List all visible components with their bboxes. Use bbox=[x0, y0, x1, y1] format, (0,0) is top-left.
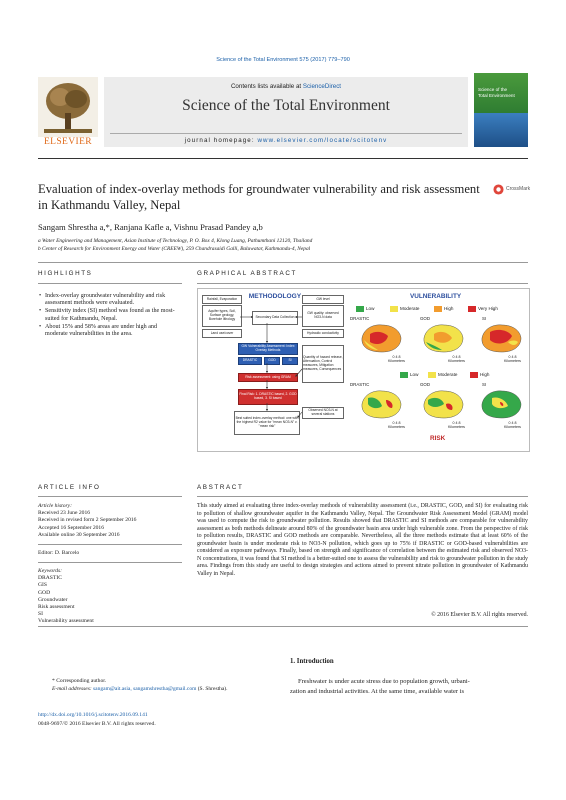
si-box: SI bbox=[282, 357, 298, 365]
scale-top-3: 0 4 8 Kilometers bbox=[504, 355, 521, 363]
cover-title-1: Science of the bbox=[478, 87, 508, 92]
corresponding-author: * Corresponding author. bbox=[52, 678, 107, 684]
cover-title-2: Total Environment bbox=[478, 93, 515, 98]
risk-map-label-god: GOD bbox=[420, 382, 431, 387]
gw-vulnerability-box: GW Vulnerability Assessment: Index Overlay Methods bbox=[238, 343, 298, 355]
scale-bottom-2: 0 4 8 Kilometers bbox=[448, 421, 465, 429]
elsevier-tree-icon bbox=[38, 77, 98, 137]
contents-line bbox=[104, 83, 468, 90]
highlights-rule bbox=[38, 283, 182, 284]
legend-very-high: Very High bbox=[478, 306, 498, 311]
keyword: GIS bbox=[38, 582, 48, 589]
doi-link[interactable]: http://dx.doi.org/10.1016/j.scitotenv.2016.09.141 bbox=[38, 712, 148, 718]
article-history bbox=[38, 503, 182, 539]
masthead-center bbox=[104, 77, 468, 147]
vulnerability-map-drastic bbox=[358, 322, 404, 354]
copyright: © 2016 Elsevier B.V. All rights reserved. bbox=[431, 612, 528, 618]
keywords-label: Keywords: bbox=[38, 568, 63, 574]
gw-quality-box: GW quality: observed NO3-N data bbox=[302, 305, 344, 327]
vulnerability-label: VULNERABILITY bbox=[410, 293, 462, 300]
homepage-line bbox=[104, 137, 468, 144]
hazard-box: Quantity of hazard release, Attenuation, Control measures, Mitigation measures, Consequences bbox=[302, 345, 344, 383]
journal-title: Science of the Total Environment bbox=[182, 97, 390, 114]
affil-rule bbox=[38, 262, 528, 263]
highlight-item: • Index-overlay groundwater vulnerability and risk assessment methods were evaluated. bbox=[45, 293, 178, 307]
editor: Editor: D. Barcelo bbox=[38, 550, 80, 556]
risk-assessment-box: Risk assessment: using GRAM bbox=[238, 373, 298, 382]
flow-arrows bbox=[198, 289, 348, 449]
drastic-box: DRASTIC bbox=[238, 357, 262, 365]
observed-box: Observed NO3-N at several stations bbox=[302, 407, 344, 419]
history-item: Accepted 16 September 2016 bbox=[38, 524, 105, 531]
email-links[interactable]: sangam@ait.asia, sangamshrestha@gmail.com bbox=[93, 686, 197, 692]
email-label: E-mail addresses: bbox=[52, 686, 94, 692]
keyword: Vulnerability assessment bbox=[38, 618, 94, 625]
highlight-item: • About 15% and 58% areas are under high and moderate vulnerabilities in the area. bbox=[45, 324, 178, 338]
map-label-drastic: DRASTIC bbox=[350, 316, 370, 321]
risk-map-god bbox=[420, 388, 466, 420]
article-info-heading: ARTICLE INFO bbox=[38, 484, 101, 491]
history-label: Article history: bbox=[38, 503, 73, 509]
graphical-abstract-heading: GRAPHICAL ABSTRACT bbox=[197, 270, 297, 277]
abstract-end-rule bbox=[38, 626, 528, 627]
risk-label: RISK bbox=[430, 435, 446, 442]
legend-bottom bbox=[400, 371, 520, 379]
intro-line-2: zation and industrial activities. At the same time, available water is bbox=[290, 688, 465, 695]
keyword: GOD bbox=[38, 589, 51, 596]
sciencedirect-link[interactable]: ScienceDirect bbox=[302, 83, 342, 90]
history-item: Available online 30 September 2016 bbox=[38, 531, 120, 538]
homepage-prefix: journal homepage: bbox=[184, 137, 258, 144]
email-suffix: (S. Shrestha). bbox=[196, 686, 228, 692]
article-info-rule bbox=[38, 496, 182, 497]
legend-risk-moderate: Moderate bbox=[438, 372, 458, 377]
history-item: Received 23 June 2016 bbox=[38, 510, 91, 517]
vulnerability-map-si bbox=[478, 322, 524, 354]
rainfall-box: Rainfall, Evaporation bbox=[202, 295, 242, 304]
vulnerability-map-god bbox=[420, 322, 466, 354]
legend-low: Low bbox=[366, 306, 375, 311]
elsevier-logo bbox=[38, 77, 98, 149]
homepage-url[interactable]: www.elsevier.com/locate/scitotenv bbox=[257, 137, 388, 144]
crossmark-icon bbox=[493, 184, 504, 195]
scale-bottom-3: 0 4 8 Kilometers bbox=[504, 421, 521, 429]
scale-top-2: 0 4 8 Kilometers bbox=[448, 355, 465, 363]
crossmark-badge[interactable] bbox=[493, 183, 529, 197]
history-rule bbox=[38, 544, 182, 545]
keyword: Risk assessment bbox=[38, 604, 75, 611]
intro-heading: 1. Introduction bbox=[290, 658, 334, 665]
map-label-si: SI bbox=[482, 316, 487, 321]
hydraulic-box: Hydraulic conductivity bbox=[302, 329, 344, 338]
abstract-text: This study aimed at evaluating three index-overlay methods of vulnerability assessment (i.e., DRASTIC, GOD, and SI) for evaluating risk to pollution of shallow groundwater aquifer in the Kathmandu Valley, Nepal. The Groundwater Risk Assessment Model (GRAM) model was used to compute the risk to groundwater pollution. Results showed that DRASTIC and SI methods are comparable for vulnerability assessment as both methods delineate around 80% of the groundwater basin area under high vulnerable zone. From the perspective of risk to pollution results, DRASTIC and GOD methods are comparable. Nevertheless, all the three methods estimate that at least 60% of the groundwater basin is under moderate risk to NO3-N pollution, which goes up to 75% if DRASTIC or GOD-based vulnerabilities are considered as exposure pathways. Finally, based on strength and significance of correlation between the estimated risk and observed NO3-N concentrations, it was found that SI method is a better-suited one to assess the vulnerability and risk to groundwater pollution in the study area. Findings from this study are useful to design strategies and actions aimed to prevent nitrate pollution in groundwater of Kathmandu Valley in Nepal. bbox=[197, 503, 528, 577]
highlights-list bbox=[38, 293, 178, 339]
map-label-god: GOD bbox=[420, 316, 431, 321]
abstract-heading: ABSTRACT bbox=[197, 484, 244, 491]
keyword: Groundwater bbox=[38, 596, 68, 603]
highlights-heading: HIGHLIGHTS bbox=[38, 270, 93, 277]
editor-rule bbox=[38, 562, 182, 563]
aquifer-box: Aquifer types, Soil, Surface geology, Borehole lithology bbox=[202, 305, 242, 327]
risk-map-label-si: SI bbox=[482, 382, 487, 387]
legend-top bbox=[356, 305, 526, 313]
risk-map-drastic bbox=[358, 388, 404, 420]
authors: Sangam Shrestha a,*, Ranjana Kafle a, Vishnu Prasad Pandey a,b bbox=[38, 222, 263, 232]
risk-map-label-drastic: DRASTIC bbox=[350, 382, 370, 387]
legend-moderate: Moderate bbox=[400, 306, 420, 311]
secondary-data-box: Secondary Data Collection bbox=[252, 311, 298, 325]
masthead-rule bbox=[38, 158, 528, 159]
affiliation-b: b Center of Research for Environment Energy and Water (CREEW), 259 Chandrasaidi Galli, Baluwatar, Kathmandu-4, Nepal bbox=[38, 246, 311, 252]
highlight-item: • Sensitivity index (SI) method was found as the most-suited for Kathmandu, Nepal. bbox=[45, 308, 178, 322]
crossmark-label: CrossMark bbox=[506, 186, 531, 192]
journal-cover bbox=[474, 73, 528, 147]
masthead-divider bbox=[110, 133, 462, 134]
land-use-box: Land use/cover bbox=[202, 329, 242, 338]
affiliation-a: a Water Engineering and Management, Asian Institute of Technology, P. O. Box 4, Klong Luang, Pathumthani 12120, Thailand bbox=[38, 238, 313, 244]
legend-risk-low: Low bbox=[410, 372, 419, 377]
legend-risk-high: High bbox=[480, 372, 490, 377]
methodology-label: METHODOLOGY bbox=[248, 293, 302, 300]
risk-map-si bbox=[478, 388, 524, 420]
publisher-name: ELSEVIER bbox=[43, 137, 93, 147]
history-item: Received in revised form 2 September 2016 bbox=[38, 517, 137, 524]
keywords bbox=[38, 568, 182, 626]
email-line bbox=[52, 686, 292, 693]
best-method-box: Best suited index-overlay method: one with the highest R2 value for "mean NO3-N" v. "mean risk" bbox=[234, 411, 300, 435]
final-risk-box: Final Risk: 1. DRASTIC based, 2. GOD based, 3. SI based bbox=[238, 389, 298, 405]
graphical-abstract-figure bbox=[197, 288, 530, 452]
gw-level-box: GW level bbox=[302, 295, 344, 304]
intro-line-1: Freshwater is under acute stress due to population growth, urbani- bbox=[298, 678, 470, 685]
abstract-rule bbox=[197, 496, 528, 497]
legend-high: High bbox=[444, 306, 454, 311]
issn-line: 0048-9697/© 2016 Elsevier B.V. All rights reserved. bbox=[38, 721, 156, 727]
scale-top-1: 0 4 8 Kilometers bbox=[388, 355, 405, 363]
journal-reference[interactable]: Science of the Total Environment 575 (2017) 779–790 bbox=[216, 57, 350, 63]
article-title: Evaluation of index-overlay methods for groundwater vulnerability and risk assessment in Kathmandu Valley, Nepal bbox=[38, 182, 480, 212]
graphical-abstract-rule bbox=[197, 283, 528, 284]
keyword: SI bbox=[38, 611, 43, 618]
god-box: GOD bbox=[264, 357, 280, 365]
scale-bottom-1: 0 4 8 Kilometers bbox=[388, 421, 405, 429]
masthead bbox=[38, 73, 528, 157]
keyword: DRASTIC bbox=[38, 575, 62, 582]
contents-prefix: Contents lists available at bbox=[230, 83, 303, 90]
